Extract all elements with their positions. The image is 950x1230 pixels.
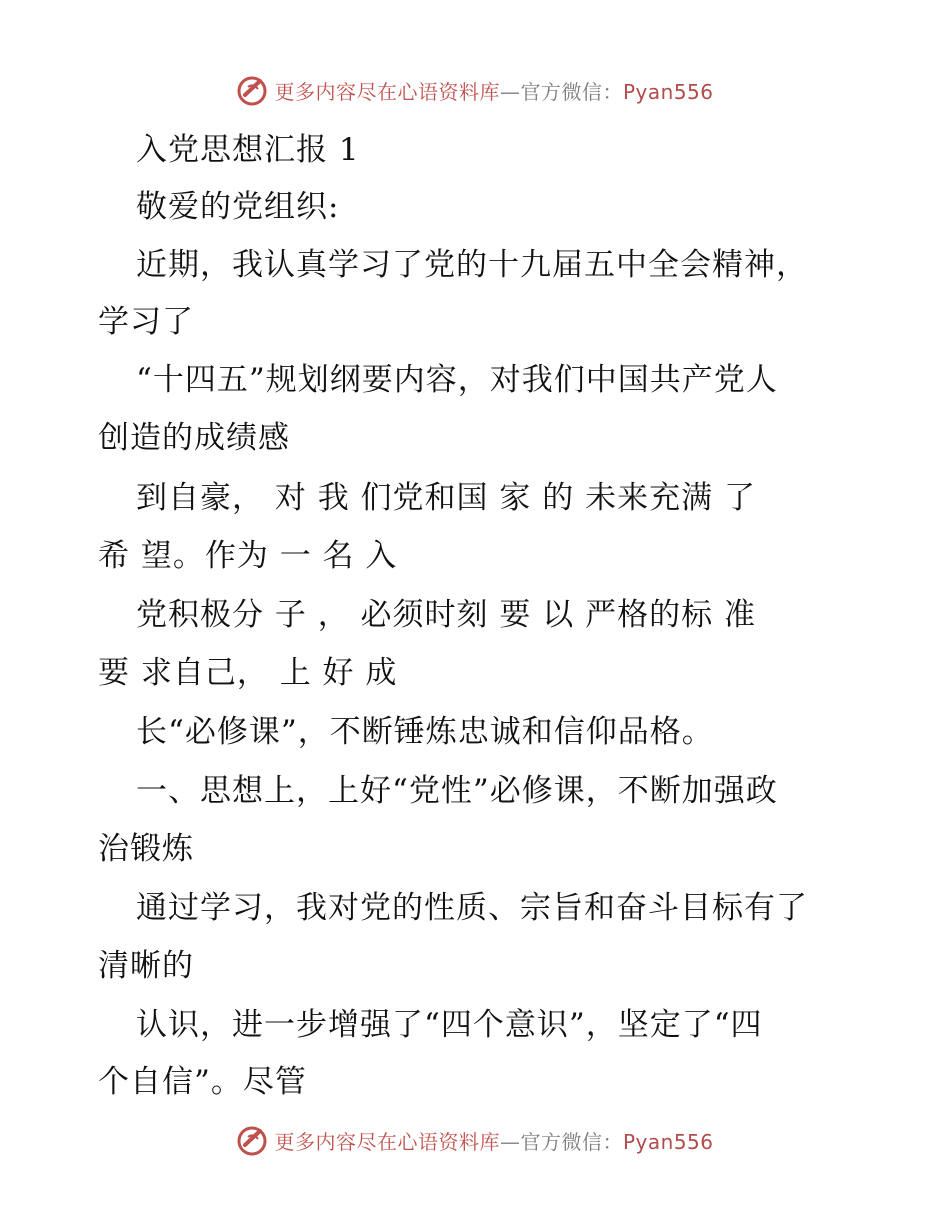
banner-separator: — — [499, 1129, 521, 1154]
section-heading: 治锻炼 — [98, 831, 194, 867]
paragraph-line: 近期，我认真学习了党的十九届五中全会精神， — [136, 247, 808, 283]
paragraph-line: “十四五”规划纲要内容，对我们中国共产党人 — [136, 362, 778, 398]
paragraph-line: 学习了 — [98, 304, 194, 340]
banner-wechat: Pyan556 — [622, 1129, 714, 1154]
paragraph-line: 到自豪， 对 我 们党和国 家 的 未来充满 了 — [136, 480, 756, 516]
section-heading: 一、思想上，上好“党性”必修课，不断加强政 — [136, 773, 778, 809]
banner-official: 官方微信： — [520, 1129, 623, 1154]
banner-text — [274, 1126, 713, 1155]
paragraph-line: 长“必修课”，不断锤炼忠诚和信仰品格。 — [136, 714, 714, 750]
banner-brand: 更多内容尽在心语资料库 — [274, 1129, 500, 1154]
paragraph-line: 通过学习，我对党的性质、宗旨和奋斗目标有了 — [136, 890, 808, 926]
document-title: 入党思想汇报 1 — [136, 132, 360, 168]
banner-official: 官方微信： — [520, 79, 623, 104]
footer-banner — [0, 1120, 950, 1160]
paragraph-line: 个自信”。尽管 — [98, 1064, 307, 1100]
paragraph-line: 希 望。作为 一 名 入 — [98, 538, 398, 574]
banner-brand: 更多内容尽在心语资料库 — [274, 79, 500, 104]
seal-logo-icon — [236, 1123, 270, 1157]
paragraph-line: 清晰的 — [98, 948, 194, 984]
seal-logo-icon — [236, 73, 270, 107]
paragraph-line: 党积极分 子 ， 必须时刻 要 以 严格的标 准 — [136, 597, 756, 633]
banner-wechat: Pyan556 — [622, 79, 714, 104]
banner-separator: — — [499, 79, 521, 104]
header-banner — [0, 70, 950, 110]
paragraph-line: 认识，进一步增强了“四个意识”，坚定了“四 — [136, 1007, 763, 1043]
paragraph-line: 创造的成绩感 — [98, 420, 290, 456]
paragraph-line: 要 求自己， 上 好 成 — [98, 655, 398, 691]
salutation: 敬爱的党组织: — [136, 189, 340, 225]
banner-text — [274, 76, 713, 105]
